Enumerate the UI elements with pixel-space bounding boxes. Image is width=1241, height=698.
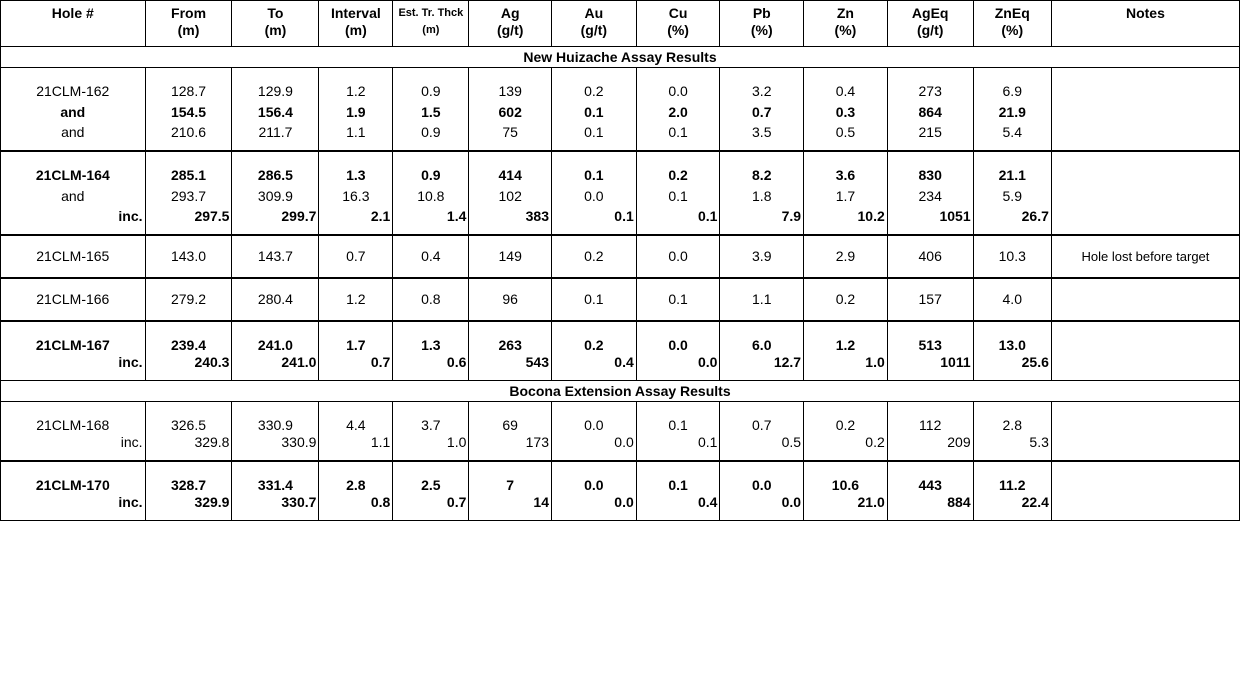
cell-notes <box>1051 124 1239 151</box>
cell-zn: 21.0 <box>804 494 888 521</box>
cell-interval: 1.2 <box>319 278 393 321</box>
table-row <box>1 354 1240 381</box>
cell-notes <box>1051 321 1239 354</box>
cell-pb: 12.7 <box>720 354 804 381</box>
cell-ag: 75 <box>469 124 552 151</box>
cell-zneq: 5.3 <box>973 434 1051 461</box>
cell-interval: 2.8 <box>319 461 393 494</box>
cell-cu: 0.4 <box>636 494 720 521</box>
cell-hole-number: inc. <box>1 434 146 461</box>
cell-hole-number: and <box>1 124 146 151</box>
cell-to: 241.0 <box>232 354 319 381</box>
cell-cu: 0.1 <box>636 461 720 494</box>
cell-from: 329.8 <box>145 434 232 461</box>
cell-cu: 0.1 <box>636 278 720 321</box>
cell-cu: 0.1 <box>636 124 720 151</box>
cell-hole-number: and <box>1 100 146 124</box>
cell-au: 0.4 <box>551 354 636 381</box>
cell-hole-number: and <box>1 184 146 208</box>
cell-au: 0.0 <box>551 434 636 461</box>
cell-zneq: 5.4 <box>973 124 1051 151</box>
cell-interval: 1.7 <box>319 321 393 354</box>
cell-pb: 1.1 <box>720 278 804 321</box>
cell-interval: 1.2 <box>319 68 393 101</box>
cell-from: 328.7 <box>145 461 232 494</box>
cell-au: 0.2 <box>551 235 636 278</box>
table-row <box>1 208 1240 235</box>
cell-au: 0.2 <box>551 321 636 354</box>
cell-notes <box>1051 434 1239 461</box>
header-est-true-thickness: Est. Tr. Thck (m) <box>393 1 469 47</box>
cell-cu: 0.1 <box>636 402 720 435</box>
table-row <box>1 461 1240 494</box>
section-title: New Huizache Assay Results <box>1 47 1240 68</box>
cell-ag: 414 <box>469 151 552 184</box>
header-cu: Cu (%) <box>636 1 720 47</box>
cell-hole-number: 21CLM-164 <box>1 151 146 184</box>
cell-pb: 0.7 <box>720 100 804 124</box>
table-row <box>1 151 1240 184</box>
cell-zneq: 22.4 <box>973 494 1051 521</box>
cell-zn: 0.2 <box>804 402 888 435</box>
cell-au: 0.1 <box>551 151 636 184</box>
header-zn: Zn (%) <box>804 1 888 47</box>
cell-notes <box>1051 151 1239 184</box>
cell-au: 0.0 <box>551 461 636 494</box>
table-row <box>1 494 1240 521</box>
header-from: From (m) <box>145 1 232 47</box>
cell-pb: 7.9 <box>720 208 804 235</box>
header-au: Au (g/t) <box>551 1 636 47</box>
header-hole-number: Hole # <box>1 1 146 47</box>
cell-zn: 0.3 <box>804 100 888 124</box>
cell-ag: 139 <box>469 68 552 101</box>
cell-zn: 0.5 <box>804 124 888 151</box>
cell-ageq: 864 <box>887 100 973 124</box>
cell-zn: 10.6 <box>804 461 888 494</box>
header-ag: Ag (g/t) <box>469 1 552 47</box>
cell-ageq: 1011 <box>887 354 973 381</box>
header-row <box>1 1 1240 47</box>
cell-est-true-thickness: 1.4 <box>393 208 469 235</box>
cell-zn: 3.6 <box>804 151 888 184</box>
cell-interval: 1.1 <box>319 434 393 461</box>
cell-pb: 0.0 <box>720 461 804 494</box>
cell-ageq: 1051 <box>887 208 973 235</box>
section-header-row <box>1 381 1240 402</box>
cell-cu: 0.0 <box>636 321 720 354</box>
cell-cu: 0.1 <box>636 434 720 461</box>
cell-notes: Hole lost before target <box>1051 235 1239 278</box>
cell-to: 309.9 <box>232 184 319 208</box>
cell-pb: 3.5 <box>720 124 804 151</box>
cell-pb: 0.0 <box>720 494 804 521</box>
cell-est-true-thickness: 0.9 <box>393 68 469 101</box>
cell-from: 240.3 <box>145 354 232 381</box>
cell-au: 0.1 <box>551 100 636 124</box>
cell-from: 128.7 <box>145 68 232 101</box>
cell-from: 279.2 <box>145 278 232 321</box>
cell-zn: 1.0 <box>804 354 888 381</box>
cell-est-true-thickness: 0.4 <box>393 235 469 278</box>
cell-ag: 69 <box>469 402 552 435</box>
cell-au: 0.1 <box>551 278 636 321</box>
cell-ageq: 209 <box>887 434 973 461</box>
cell-zneq: 10.3 <box>973 235 1051 278</box>
cell-est-true-thickness: 2.5 <box>393 461 469 494</box>
cell-from: 326.5 <box>145 402 232 435</box>
cell-est-true-thickness: 1.3 <box>393 321 469 354</box>
cell-ag: 602 <box>469 100 552 124</box>
cell-zneq: 21.1 <box>973 151 1051 184</box>
cell-pb: 3.9 <box>720 235 804 278</box>
cell-notes <box>1051 354 1239 381</box>
cell-to: 156.4 <box>232 100 319 124</box>
cell-est-true-thickness: 0.8 <box>393 278 469 321</box>
header-ageq: AgEq (g/t) <box>887 1 973 47</box>
cell-zneq: 13.0 <box>973 321 1051 354</box>
cell-hole-number: inc. <box>1 354 146 381</box>
cell-zneq: 5.9 <box>973 184 1051 208</box>
cell-cu: 0.0 <box>636 68 720 101</box>
cell-est-true-thickness: 0.7 <box>393 494 469 521</box>
cell-to: 330.9 <box>232 434 319 461</box>
cell-hole-number: inc. <box>1 494 146 521</box>
table-row <box>1 235 1240 278</box>
cell-hole-number: 21CLM-168 <box>1 402 146 435</box>
cell-hole-number: inc. <box>1 208 146 235</box>
cell-au: 0.0 <box>551 402 636 435</box>
cell-notes <box>1051 461 1239 494</box>
cell-ag: 14 <box>469 494 552 521</box>
cell-est-true-thickness: 0.9 <box>393 124 469 151</box>
cell-from: 285.1 <box>145 151 232 184</box>
cell-au: 0.1 <box>551 208 636 235</box>
header-pb: Pb (%) <box>720 1 804 47</box>
cell-to: 280.4 <box>232 278 319 321</box>
cell-interval: 16.3 <box>319 184 393 208</box>
cell-ag: 383 <box>469 208 552 235</box>
cell-cu: 2.0 <box>636 100 720 124</box>
cell-zneq: 4.0 <box>973 278 1051 321</box>
table-row <box>1 278 1240 321</box>
cell-ageq: 406 <box>887 235 973 278</box>
cell-to: 211.7 <box>232 124 319 151</box>
cell-hole-number: 21CLM-166 <box>1 278 146 321</box>
section-title: Bocona Extension Assay Results <box>1 381 1240 402</box>
header-zneq: ZnEq (%) <box>973 1 1051 47</box>
cell-zn: 0.2 <box>804 434 888 461</box>
cell-to: 330.7 <box>232 494 319 521</box>
cell-ageq: 513 <box>887 321 973 354</box>
cell-est-true-thickness: 3.7 <box>393 402 469 435</box>
cell-ag: 7 <box>469 461 552 494</box>
cell-pb: 0.7 <box>720 402 804 435</box>
cell-notes <box>1051 402 1239 435</box>
cell-au: 0.0 <box>551 184 636 208</box>
section-header-row <box>1 47 1240 68</box>
cell-cu: 0.2 <box>636 151 720 184</box>
cell-ageq: 443 <box>887 461 973 494</box>
cell-pb: 6.0 <box>720 321 804 354</box>
table-row <box>1 100 1240 124</box>
cell-from: 239.4 <box>145 321 232 354</box>
cell-est-true-thickness: 0.9 <box>393 151 469 184</box>
cell-zneq: 26.7 <box>973 208 1051 235</box>
cell-hole-number: 21CLM-170 <box>1 461 146 494</box>
cell-zn: 0.4 <box>804 68 888 101</box>
cell-pb: 1.8 <box>720 184 804 208</box>
cell-to: 143.7 <box>232 235 319 278</box>
cell-notes <box>1051 278 1239 321</box>
cell-from: 293.7 <box>145 184 232 208</box>
table-row <box>1 402 1240 435</box>
cell-notes <box>1051 184 1239 208</box>
cell-ag: 102 <box>469 184 552 208</box>
cell-interval: 1.3 <box>319 151 393 184</box>
table-row <box>1 68 1240 101</box>
cell-interval: 4.4 <box>319 402 393 435</box>
cell-zneq: 11.2 <box>973 461 1051 494</box>
cell-est-true-thickness: 1.5 <box>393 100 469 124</box>
cell-notes <box>1051 494 1239 521</box>
cell-from: 154.5 <box>145 100 232 124</box>
cell-ag: 173 <box>469 434 552 461</box>
cell-au: 0.1 <box>551 124 636 151</box>
header-to: To (m) <box>232 1 319 47</box>
cell-ag: 543 <box>469 354 552 381</box>
cell-interval: 0.7 <box>319 235 393 278</box>
cell-ageq: 830 <box>887 151 973 184</box>
cell-est-true-thickness: 10.8 <box>393 184 469 208</box>
cell-interval: 0.8 <box>319 494 393 521</box>
cell-interval: 0.7 <box>319 354 393 381</box>
cell-to: 331.4 <box>232 461 319 494</box>
header-notes: Notes <box>1051 1 1239 47</box>
table-row <box>1 321 1240 354</box>
cell-ageq: 234 <box>887 184 973 208</box>
cell-to: 129.9 <box>232 68 319 101</box>
cell-ag: 263 <box>469 321 552 354</box>
cell-est-true-thickness: 1.0 <box>393 434 469 461</box>
table-row <box>1 124 1240 151</box>
cell-zn: 0.2 <box>804 278 888 321</box>
cell-ageq: 215 <box>887 124 973 151</box>
cell-from: 329.9 <box>145 494 232 521</box>
cell-zn: 1.2 <box>804 321 888 354</box>
cell-cu: 0.0 <box>636 235 720 278</box>
cell-zn: 2.9 <box>804 235 888 278</box>
cell-notes <box>1051 68 1239 101</box>
cell-zn: 10.2 <box>804 208 888 235</box>
cell-zneq: 21.9 <box>973 100 1051 124</box>
cell-interval: 1.9 <box>319 100 393 124</box>
table-header <box>1 1 1240 47</box>
cell-cu: 0.0 <box>636 354 720 381</box>
cell-cu: 0.1 <box>636 208 720 235</box>
cell-est-true-thickness: 0.6 <box>393 354 469 381</box>
cell-hole-number: 21CLM-167 <box>1 321 146 354</box>
table-body <box>1 47 1240 521</box>
cell-from: 210.6 <box>145 124 232 151</box>
cell-ageq: 112 <box>887 402 973 435</box>
cell-zneq: 2.8 <box>973 402 1051 435</box>
cell-to: 241.0 <box>232 321 319 354</box>
table-row <box>1 434 1240 461</box>
cell-zn: 1.7 <box>804 184 888 208</box>
cell-pb: 3.2 <box>720 68 804 101</box>
cell-au: 0.2 <box>551 68 636 101</box>
cell-to: 299.7 <box>232 208 319 235</box>
cell-notes <box>1051 208 1239 235</box>
cell-from: 297.5 <box>145 208 232 235</box>
cell-ag: 96 <box>469 278 552 321</box>
cell-interval: 1.1 <box>319 124 393 151</box>
cell-au: 0.0 <box>551 494 636 521</box>
cell-ageq: 273 <box>887 68 973 101</box>
cell-hole-number: 21CLM-165 <box>1 235 146 278</box>
cell-zneq: 25.6 <box>973 354 1051 381</box>
cell-pb: 8.2 <box>720 151 804 184</box>
cell-to: 286.5 <box>232 151 319 184</box>
cell-to: 330.9 <box>232 402 319 435</box>
cell-hole-number: 21CLM-162 <box>1 68 146 101</box>
cell-interval: 2.1 <box>319 208 393 235</box>
cell-from: 143.0 <box>145 235 232 278</box>
cell-ag: 149 <box>469 235 552 278</box>
cell-pb: 0.5 <box>720 434 804 461</box>
cell-ageq: 884 <box>887 494 973 521</box>
cell-ageq: 157 <box>887 278 973 321</box>
header-interval: Interval (m) <box>319 1 393 47</box>
cell-cu: 0.1 <box>636 184 720 208</box>
cell-zneq: 6.9 <box>973 68 1051 101</box>
table-row <box>1 184 1240 208</box>
cell-notes <box>1051 100 1239 124</box>
